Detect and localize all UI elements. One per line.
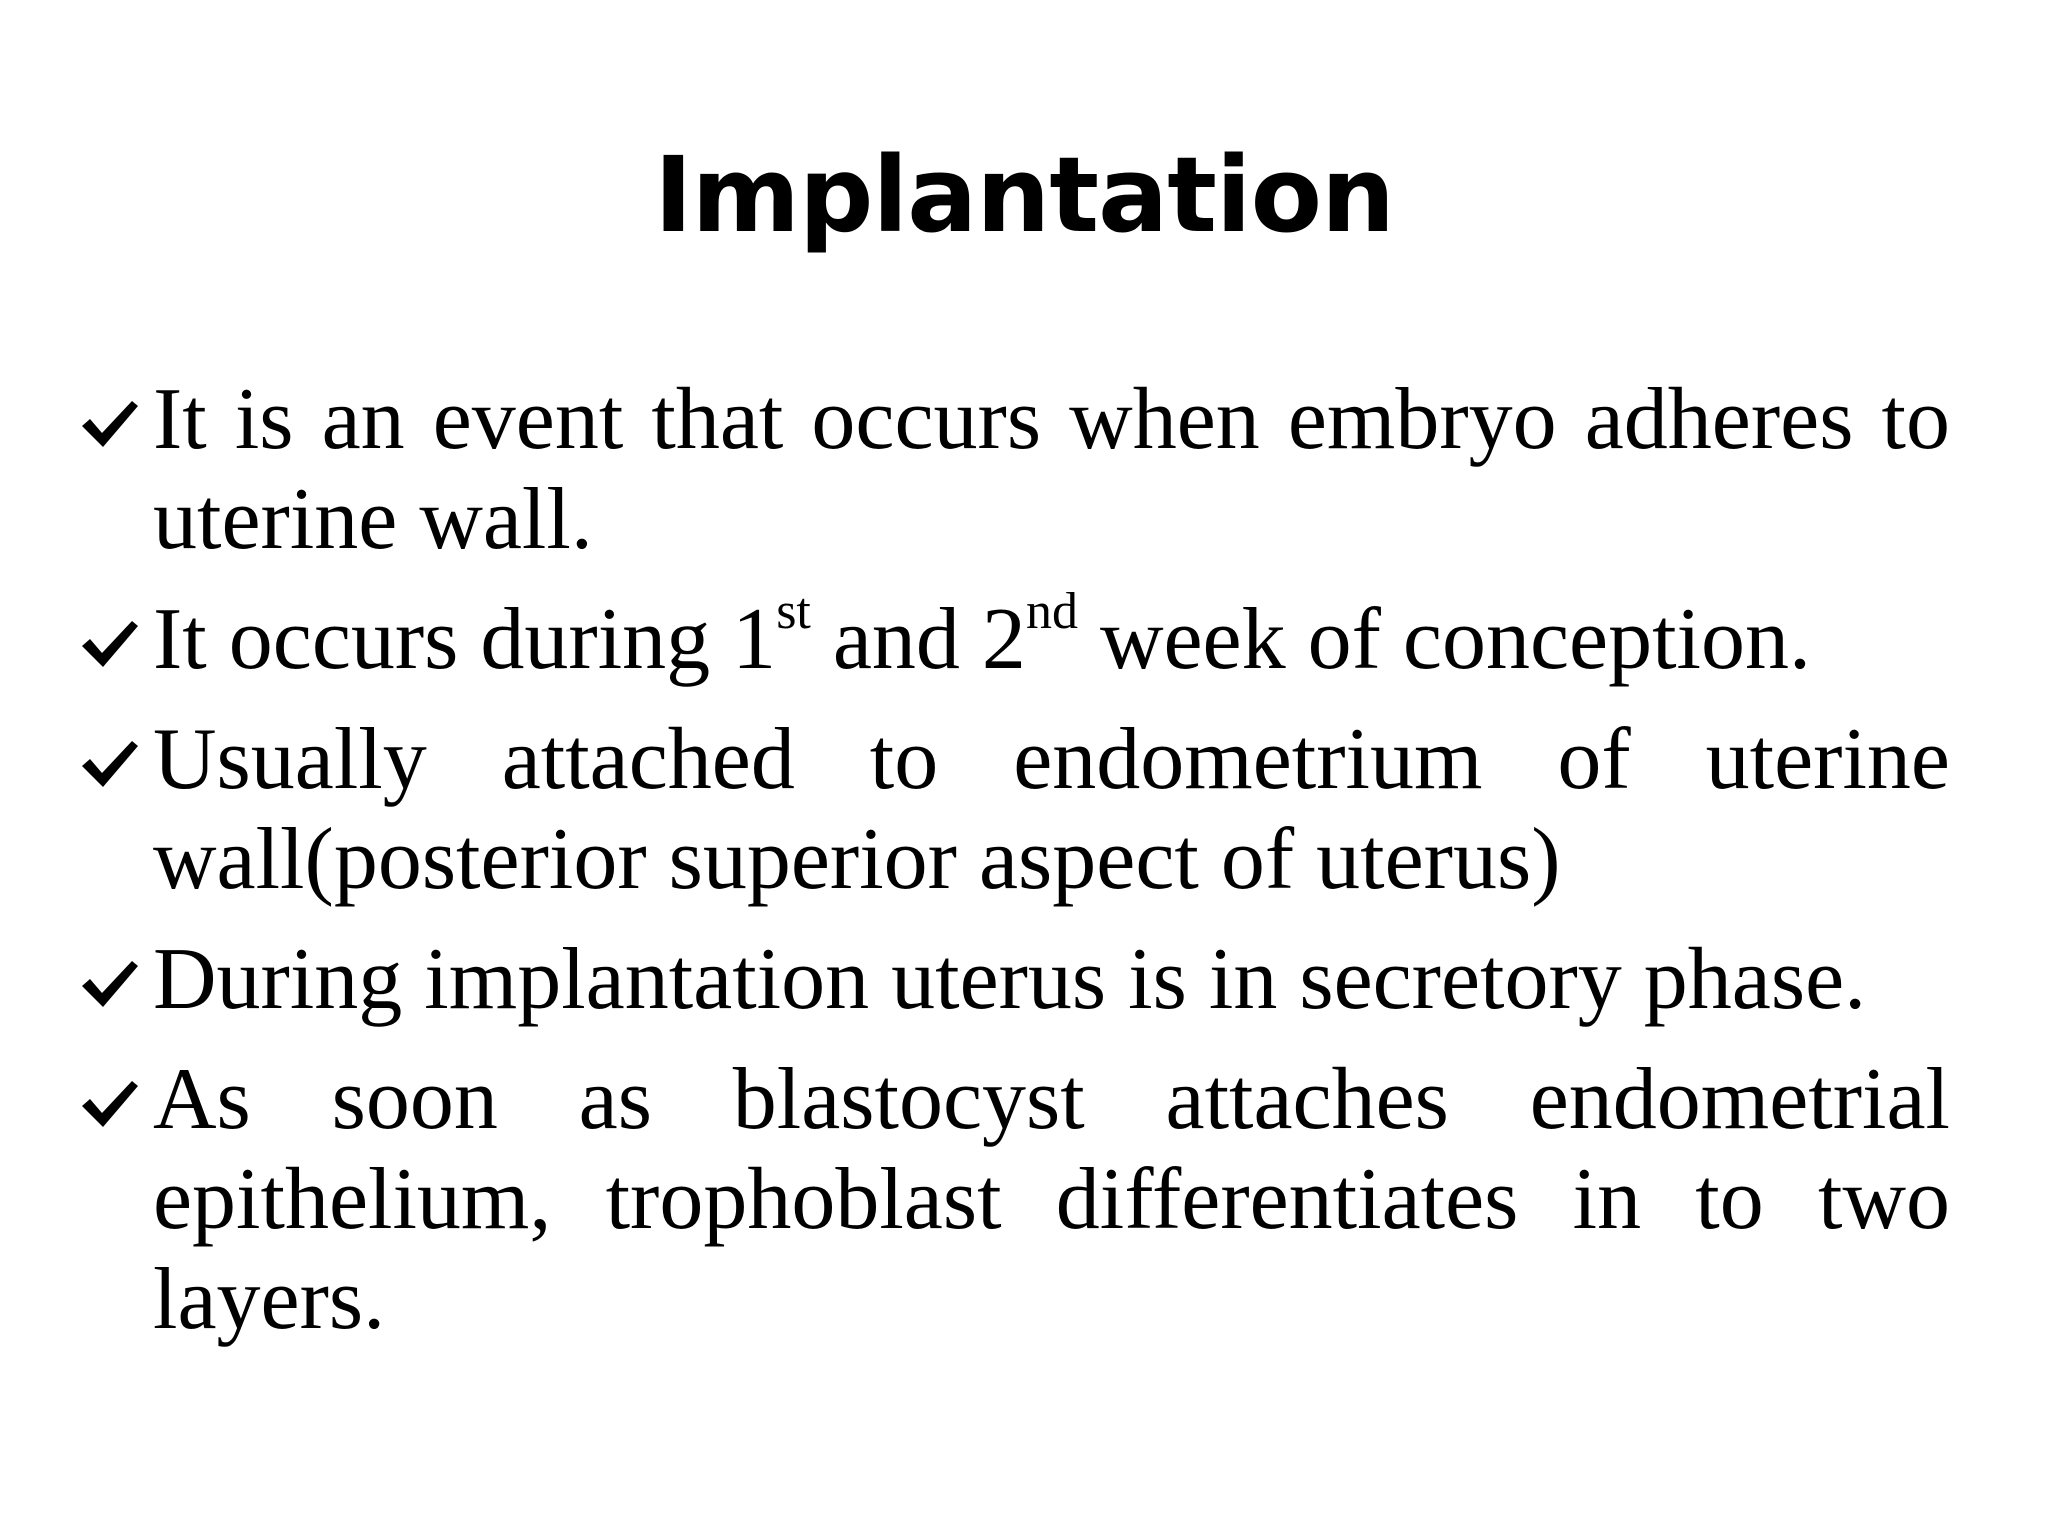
bullet-item — [80, 930, 1950, 1030]
bullet-item — [80, 710, 1950, 910]
bullet-list — [80, 370, 1950, 1370]
checkmark-icon — [80, 738, 140, 790]
checkmark-icon — [80, 398, 140, 450]
bullet-text: During implantation uterus is in secretory phase. — [153, 931, 1867, 1028]
bullet-text-part: week of conception. — [1077, 591, 1811, 688]
bullet-text: As soon as blastocyst attaches endometrial epithelium, trophoblast differentiates in to two layers. — [153, 1051, 1950, 1348]
checkmark-icon — [80, 958, 140, 1010]
ordinal-suffix: st — [776, 582, 811, 640]
bullet-item — [80, 370, 1950, 570]
bullet-text: It is an event that occurs when embryo adheres to uterine wall. — [153, 371, 1950, 568]
bullet-item — [80, 582, 1950, 690]
slide-title: Implantation — [653, 134, 1395, 256]
bullet-text-part: and 2 — [810, 591, 1026, 688]
bullet-text-part: It occurs during 1 — [153, 591, 777, 688]
checkmark-icon — [80, 618, 140, 670]
checkmark-icon — [80, 1078, 140, 1130]
bullet-text: Usually attached to endometrium of uterine wall(posterior superior aspect of uterus) — [153, 711, 1950, 908]
bullet-item — [80, 1050, 1950, 1350]
ordinal-suffix: nd — [1025, 582, 1078, 640]
bullet-text — [153, 582, 1811, 688]
